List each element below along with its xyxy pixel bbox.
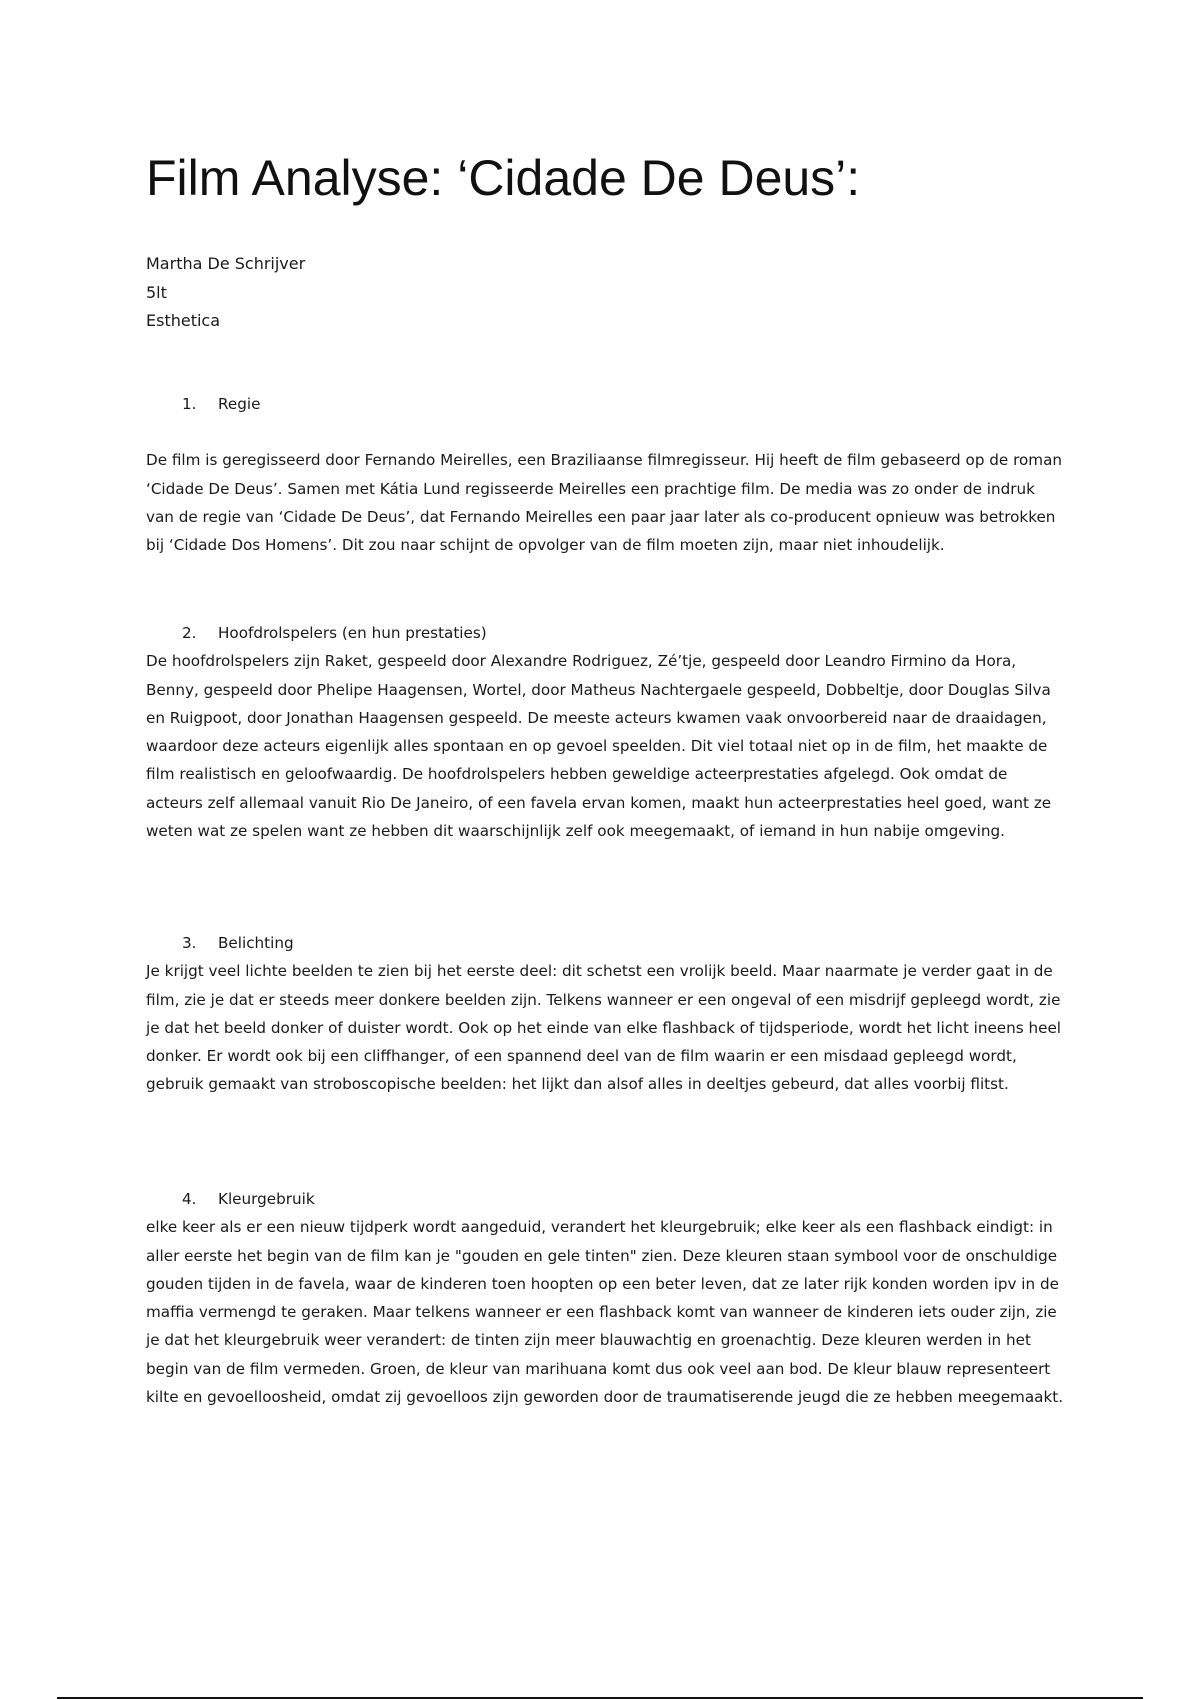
- class-name: 5lt: [146, 282, 167, 302]
- author-block: [146, 250, 305, 336]
- document-title: Film Analyse: ‘Cidade De Deus’:: [146, 150, 861, 206]
- section-hoofdrolspelers: [146, 619, 1064, 845]
- section-number: 3.: [182, 934, 197, 952]
- section-number: 4.: [182, 1190, 197, 1208]
- footer-divider: [57, 1697, 1143, 1699]
- section-number: 2.: [182, 624, 197, 642]
- section-number: 1.: [182, 395, 197, 413]
- section-regie: [146, 390, 1064, 559]
- section-title: Belichting: [218, 934, 294, 952]
- section-title: Kleurgebruik: [218, 1190, 315, 1208]
- section-heading: [146, 1185, 1064, 1213]
- section-paragraph: De hoofdrolspelers zijn Raket, gespeeld door Alexandre Rodriguez, Zé’tje, gespeeld door Leandro Firmino da Hora, Benny, gespeeld door Phelipe Haagensen, Wortel, door Matheus Nachtergaele gespeeld, Dobbeltje, door Douglas Silva en Ruigpoot, door Jonathan Haagensen gespeeld. De meeste acteurs kwamen vaak onvoorbereid naar de draaidagen, waardoor deze acteurs eigenlijk alles spontaan en op gevoel speelden. Dit viel totaal niet op in de film, het maakte de film realistisch en geloofwaardig. De hoofdrolspelers hebben geweldige acteerprestaties afgelegd. Ook omdat de acteurs zelf allemaal vanuit Rio De Janeiro, of een favela ervan komen, maakt hun acteerprestaties heel goed, want ze weten wat ze spelen want ze hebben dit waarschijnlijk zelf ook meegemaakt, of iemand in hun nabije omgeving.: [146, 652, 1052, 841]
- author-name: Martha De Schrijver: [146, 254, 306, 273]
- section-paragraph: De film is geregisseerd door Fernando Meirelles, een Braziliaanse filmregisseur. Hij heeft de film gebaseerd op de roman ‘Cidade De Deus’. Samen met Kátia Lund regisseerde Meirelles een prachtige film. De media was zo onder de indruk van de regie van ‘Cidade De Deus’, dat Fernando Meirelles een paar jaar later als co-producent opnieuw was betrokken bij ‘Cidade Dos Homens’. Dit zou naar schijnt de opvolger van de film moeten zijn, maar niet inhoudelijk.: [146, 451, 1063, 555]
- section-paragraph: Je krijgt veel lichte beelden te zien bij het eerste deel: dit schetst een vrolijk beeld. Maar naarmate je verder gaat in de film, zie je dat er steeds meer donkere beelden zijn. Telkens wanneer er een ongeval of een misdrijf gepleegd wordt, zie je dat het beeld donker of duister wordt. Ook op het einde van elke flashback of tijdsperiode, wordt het licht ineens heel donker. Er wordt ook bij een cliffhanger, of een spannend deel van de film waarin er een misdaad gepleegd wordt, gebruik gemaakt van stroboscopische beelden: het lijkt dan alsof alles in deeltjes gebeurd, dat alles voorbij flitst.: [146, 962, 1062, 1094]
- section-title: Regie: [218, 395, 261, 413]
- subject-name: Esthetica: [146, 311, 221, 330]
- section-title: Hoofdrolspelers (en hun prestaties): [218, 624, 487, 642]
- section-kleurgebruik: [146, 1185, 1064, 1411]
- section-heading: [146, 619, 1064, 647]
- section-heading: [146, 929, 1064, 957]
- section-heading: [146, 390, 1064, 418]
- section-paragraph: elke keer als er een nieuw tijdperk wordt aangeduid, verandert het kleurgebruik; elke keer als een flashback eindigt: in aller eerste het begin van de film kan je "gouden en gele tinten" zien. Deze kleuren staan symbool voor de onschuldige gouden tijden in de favela, waar de kinderen toen hoopten op een beter leven, dat ze later rijk konden worden ipv in de maffia vermengd te geraken. Maar telkens wanneer er een flashback komt van wanneer de kinderen iets ouder zijn, zie je dat het kleurgebruik weer verandert: de tinten zijn meer blauwachtig en groenachtig. Deze kleuren werden in het begin van de film vermeden. Groen, de kleur van marihuana komt dus ook veel aan bod. De kleur blauw representeert kilte en gevoelloosheid, omdat zij gevoelloos zijn geworden door de traumatiserende jeugd die ze hebben meegemaakt.: [146, 1218, 1064, 1407]
- section-belichting: [146, 929, 1064, 1099]
